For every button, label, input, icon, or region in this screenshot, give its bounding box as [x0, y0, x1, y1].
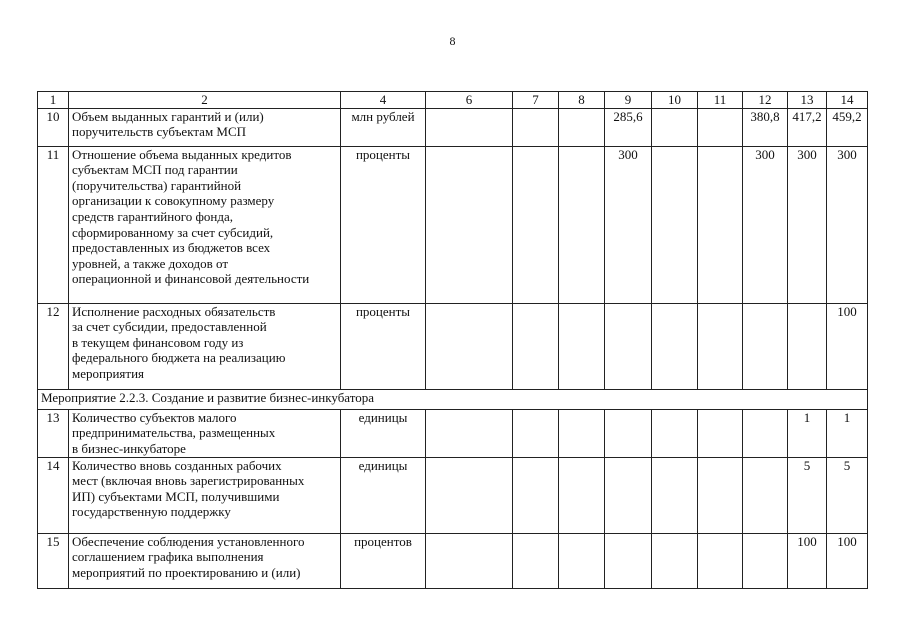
unit-cell: единицы: [341, 457, 426, 533]
indicator-name-line: в текущем финансовом году из: [72, 334, 244, 350]
table-row: [38, 533, 868, 588]
value-cell: [426, 303, 513, 389]
unit-cell: единицы: [341, 409, 426, 457]
value-cell: [513, 409, 559, 457]
value-cell: [698, 303, 743, 389]
value-cell: 100: [827, 533, 868, 588]
value-cell: [559, 457, 605, 533]
value-cell: 380,8: [743, 108, 788, 146]
header-row: [38, 92, 868, 109]
indicator-name: [69, 146, 341, 303]
value-cell: [426, 533, 513, 588]
value-cell: 300: [743, 146, 788, 303]
row-number: 14: [38, 457, 69, 533]
value-cell: [426, 108, 513, 146]
indicator-name-line: ИП) субъектами МСП, получившими: [72, 488, 280, 504]
indicator-name-line: мест (включая вновь зарегистрированных: [72, 473, 305, 489]
value-cell: [743, 303, 788, 389]
value-cell: 1: [788, 409, 827, 457]
value-cell: [605, 533, 652, 588]
value-cell: [605, 409, 652, 457]
table-row: [38, 409, 868, 457]
row-number: 15: [38, 533, 69, 588]
indicator-name-line: федерального бюджета на реализацию: [72, 350, 286, 366]
value-cell: [698, 409, 743, 457]
value-cell: [743, 409, 788, 457]
indicator-name-line: Отношение объема выданных кредитов: [72, 146, 292, 162]
value-cell: [652, 533, 698, 588]
value-cell: [559, 409, 605, 457]
indicator-name-line: соглашением графика выполнения: [72, 549, 264, 565]
column-header: 2: [69, 92, 341, 109]
value-cell: [698, 533, 743, 588]
indicator-name-line: Количество субъектов малого: [72, 409, 237, 425]
indicator-name-line: поручительств субъектам МСП: [72, 124, 247, 140]
value-cell: [513, 303, 559, 389]
indicator-name-line: (поручительства) гарантийной: [72, 177, 242, 193]
unit-cell: процентов: [341, 533, 426, 588]
value-cell: [652, 303, 698, 389]
indicator-name-line: уровней, а также доходов от: [72, 255, 229, 271]
value-cell: [513, 108, 559, 146]
indicator-name: [69, 457, 341, 533]
value-cell: 100: [827, 303, 868, 389]
value-cell: 5: [827, 457, 868, 533]
table-row: [38, 146, 868, 303]
table-row: [38, 457, 868, 533]
indicator-name-line: предоставленных из бюджетов всех: [72, 240, 271, 256]
indicator-name-line: организации к совокупному размеру: [72, 193, 275, 209]
value-cell: 300: [788, 146, 827, 303]
column-header: 4: [341, 92, 426, 109]
indicator-name-line: в бизнес-инкубаторе: [72, 440, 186, 456]
indicator-name: [69, 533, 341, 588]
value-cell: [652, 457, 698, 533]
indicator-name: [69, 303, 341, 389]
value-cell: 459,2: [827, 108, 868, 146]
row-number: 13: [38, 409, 69, 457]
table-row: [38, 108, 868, 146]
indicator-name: [69, 108, 341, 146]
column-header: 11: [698, 92, 743, 109]
value-cell: [426, 409, 513, 457]
section-title: Мероприятие 2.2.3. Создание и развитие бизнес-инкубатора: [38, 389, 868, 409]
value-cell: [513, 457, 559, 533]
indicator-name-line: Обеспечение соблюдения установленного: [72, 533, 305, 549]
value-cell: [513, 533, 559, 588]
value-cell: 5: [788, 457, 827, 533]
value-cell: [743, 457, 788, 533]
column-header: 10: [652, 92, 698, 109]
indicator-name-line: мероприятий по проектированию и (или): [72, 564, 301, 580]
column-header: 8: [559, 92, 605, 109]
value-cell: 1: [827, 409, 868, 457]
table-row: [38, 303, 868, 389]
indicator-name-line: за счет субсидии, предоставленной: [72, 319, 267, 335]
value-cell: 300: [605, 146, 652, 303]
value-cell: [652, 409, 698, 457]
indicator-name-line: субъектам МСП под гарантии: [72, 162, 238, 178]
unit-cell: проценты: [341, 146, 426, 303]
column-header: 9: [605, 92, 652, 109]
column-header: 6: [426, 92, 513, 109]
value-cell: [698, 108, 743, 146]
column-header: 7: [513, 92, 559, 109]
indicator-name-line: операционной и финансовой деятельности: [72, 271, 310, 287]
column-header: 12: [743, 92, 788, 109]
indicator-name-line: мероприятия: [72, 365, 145, 381]
indicator-name-line: Количество вновь созданных рабочих: [72, 457, 282, 473]
indicator-name-line: Объем выданных гарантий и (или): [72, 108, 264, 124]
indicator-name-line: средств гарантийного фонда,: [72, 208, 233, 224]
indicator-name-line: Исполнение расходных обязательств: [72, 303, 276, 319]
value-cell: 417,2: [788, 108, 827, 146]
value-cell: [559, 146, 605, 303]
value-cell: [698, 146, 743, 303]
row-number: 12: [38, 303, 69, 389]
page-number: 8: [449, 34, 456, 48]
indicator-name-line: предпринимательства, размещенных: [72, 425, 276, 441]
value-cell: [605, 303, 652, 389]
column-header: 13: [788, 92, 827, 109]
value-cell: 300: [827, 146, 868, 303]
value-cell: [559, 533, 605, 588]
column-header: 1: [38, 92, 69, 109]
section-row: [38, 389, 868, 409]
unit-cell: млн рублей: [341, 108, 426, 146]
value-cell: [698, 457, 743, 533]
indicator-name-line: государственную поддержку: [72, 504, 231, 520]
value-cell: [788, 303, 827, 389]
value-cell: [426, 457, 513, 533]
value-cell: 285,6: [605, 108, 652, 146]
value-cell: [605, 457, 652, 533]
indicator-name: [69, 409, 341, 457]
value-cell: 100: [788, 533, 827, 588]
value-cell: [559, 108, 605, 146]
value-cell: [652, 146, 698, 303]
value-cell: [513, 146, 559, 303]
row-number: 11: [38, 146, 69, 303]
value-cell: [426, 146, 513, 303]
row-number: 10: [38, 108, 69, 146]
indicator-name-line: сформированному за счет субсидий,: [72, 224, 274, 240]
value-cell: [652, 108, 698, 146]
value-cell: [743, 533, 788, 588]
unit-cell: проценты: [341, 303, 426, 389]
column-header: 14: [827, 92, 868, 109]
value-cell: [559, 303, 605, 389]
indicators-table: [37, 91, 868, 589]
